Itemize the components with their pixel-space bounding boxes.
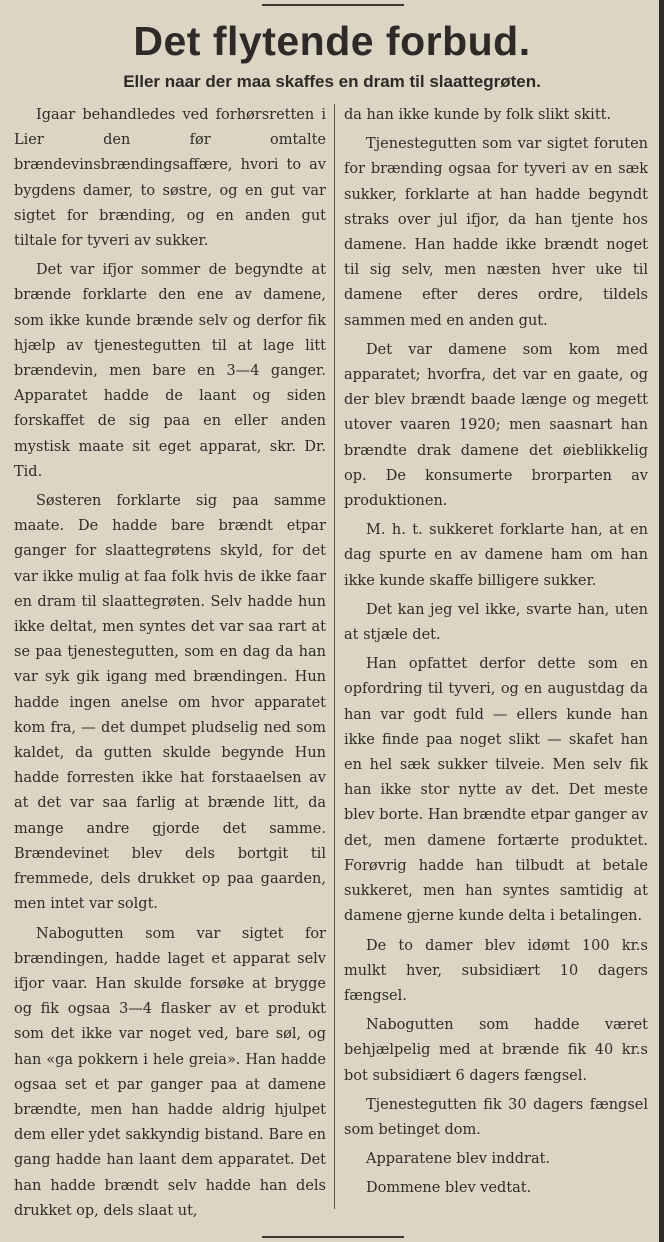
right-paragraph: Det kan jeg vel ikke, svarte han, uten at stjæle det.: [344, 601, 648, 644]
right-paragraph: Dommene blev vedtat.: [366, 1180, 532, 1197]
right-paragraph: Det var damene som kom med apparatet; hvorfra, det var en gaate, og der blev brændt baade længe og megett utover vaaren 1920; men saasnart han brændte drak damene det øieblikkelig op. De konsumerte brorparten av produktionen.: [344, 341, 648, 510]
subheadline: Eller naar der maa skaffes en dram til slaattegrøten.: [123, 72, 541, 91]
bottom-rule: [262, 1236, 404, 1238]
left-paragraph: Det var ifjor sommer de begyndte at brænde forklarte den ene av damene, som ikke kunde brænde selv og derfor fik hjælp av tjenestegutten til at lage litt brændevin, men bare en 3—4 ganger. Apparatet hadde de laant og siden forskaffet de sig paa en eller anden mystisk maate sit eget apparat, skr. Dr. Tid.: [14, 262, 326, 480]
left-paragraph: Nabogutten som var sigtet for brændingen, hadde laget et apparat selv ifjor vaar. Han skulde forsøke at brygge og fik ogsaa 3—4 flasker av et produkt som det ikke var noget ved, bare søl, og han «ga pokkern i hele greia». Han hadde ogsaa set et par ganger paa at damene brændte, men han hadde aldrig hjulpet dem eller ydet sakkyndig bistand. Bare en gang hadde han laant dem apparatet. Det han hadde brændt selv hadde han dels drukket op, dels slaat ut,: [14, 925, 326, 1219]
top-rule: [262, 4, 404, 6]
right-paragraph: Tjenestegutten som var sigtet foruten for brænding ogsaa for tyveri av en sæk sukker, forklarte at han hadde begyndt straks over jul ifjor, da han tjente hos damene. Han hadde ikke brændt noget til sig selv, men næsten hver uke til damene efter deres ordre, tildels sammen med en anden gut.: [344, 136, 648, 329]
right-paragraph: M. h. t. sukkeret forklarte han, at en dag spurte en av damene ham om han ikke kunde skaffe billigere sukker.: [344, 522, 648, 589]
right-paragraph: da han ikke kunde by folk slikt skitt.: [344, 107, 612, 123]
page-edge: [659, 0, 664, 1242]
left-column: [14, 103, 326, 1228]
right-paragraph: Han opfattet derfor dette som en opfordring til tyveri, og en augustdag da han var godt fuld — ellers kunde han ikke finde paa noget slikt — skafet han en hel sæk sukker tilveie. Men selv fik han ikke stor nytte av det. Det meste blev borte. Han brændte etpar ganger av det, men damene fortærte produktet. Forøvrig hadde han tilbudt at betale sukkeret, men han syntes samtidig at damene gjerne kunde delta i betalingen.: [344, 656, 648, 925]
column-divider: [334, 104, 335, 1209]
left-paragraph: Igaar behandledes ved forhørsretten i Lier den før omtalte brændevinsbrændingsaffære, hvori to av bygdens damer, to søstre, og en gut var sigtet for brænding, og en anden gut tiltale for tyveri av sukker.: [14, 107, 326, 250]
right-paragraph: De to damer blev idømt 100 kr.s mulkt hver, subsidiært 10 dagers fængsel.: [344, 937, 648, 1004]
right-paragraph: Apparatene blev inddrat.: [366, 1151, 551, 1168]
headline: Det flytende forbud.: [133, 18, 531, 64]
right-paragraph: Tjenestegutten fik 30 dagers fængsel som betinget dom.: [344, 1096, 648, 1138]
left-paragraph: Søsteren forklarte sig paa samme maate. De hadde bare brændt etpar ganger for slaattegrøtens skyld, for det var ikke mulig at faa folk hvis de ikke faar en dram til slaattegrøten. Selv hadde hun ikke deltat, men syntes det var saa rart at se paa tjenestegutten, som en dag da han var syk gik igang med brændingen. Hun hadde ingen anelse om hvor apparatet kom fra, — det dumpet pludselig ned som kaldet, da gutten skulde begynde Hun hadde forresten ikke hat forstaaelsen av at det var saa farlig at brænde litt, da mange andre gjorde det samme. Brændevinet blev dels bortgit til fremmede, dels drukket op paa gaarden, men intet var solgt.: [14, 493, 326, 913]
right-column: [344, 103, 648, 1206]
right-paragraph: Nabogutten som hadde været behjælpelig med at brænde fik 40 kr.s bot subsidiært 6 dagers fængsel.: [344, 1017, 648, 1084]
